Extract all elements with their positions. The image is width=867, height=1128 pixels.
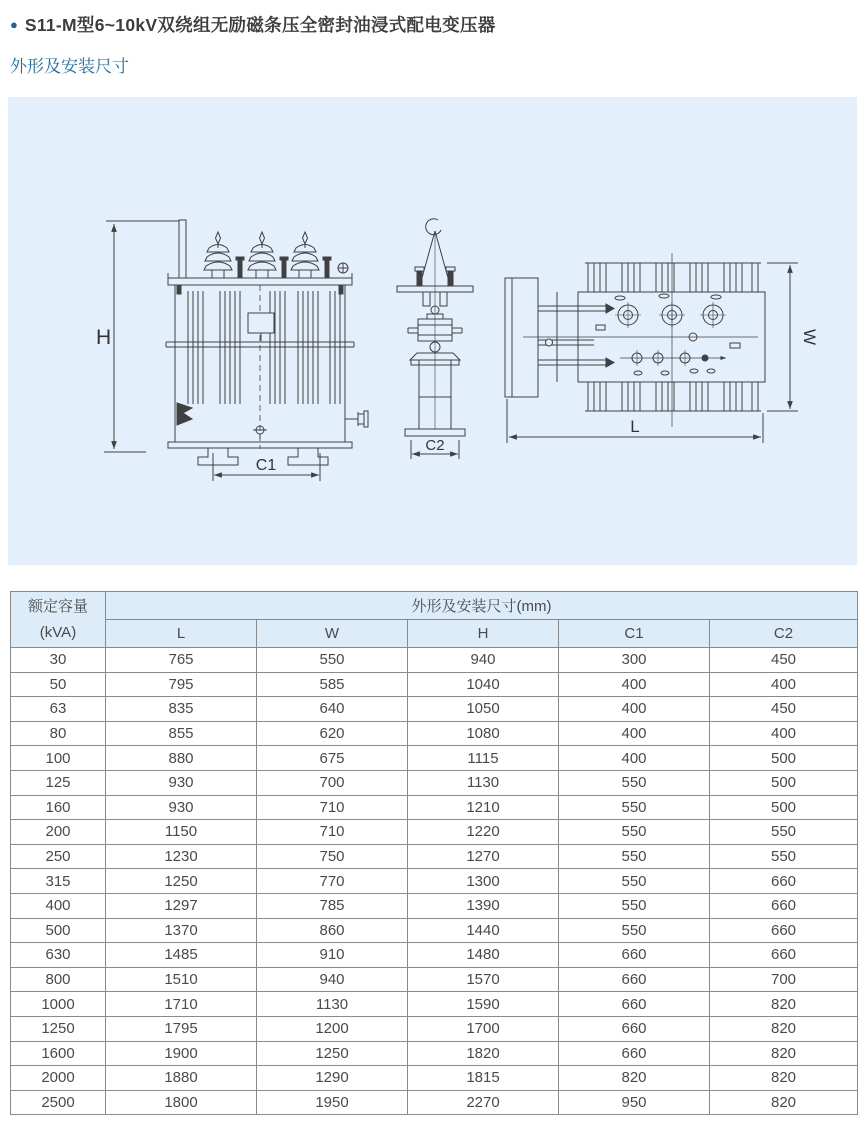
- table-cell: 1297: [106, 893, 257, 918]
- table-cell: 550: [559, 893, 710, 918]
- table-cell: 710: [257, 820, 408, 845]
- table-cell: 660: [559, 992, 710, 1017]
- column-header: C1: [559, 620, 710, 648]
- table-cell: 930: [106, 795, 257, 820]
- table-cell: 700: [710, 967, 858, 992]
- table-cell: 300: [559, 648, 710, 673]
- table-cell: 675: [257, 746, 408, 771]
- table-cell: 1220: [408, 820, 559, 845]
- table-cell: 550: [559, 795, 710, 820]
- table-cell: 50: [11, 672, 106, 697]
- table-cell: 710: [257, 795, 408, 820]
- table-cell: 1600: [11, 1041, 106, 1066]
- table-cell: 1590: [408, 992, 559, 1017]
- table-cell: 1250: [11, 1016, 106, 1041]
- dim-label-w: W: [800, 328, 819, 346]
- table-cell: 660: [710, 943, 858, 968]
- table-cell: 30: [11, 648, 106, 673]
- dim-label-c1: C1: [255, 457, 277, 474]
- table-cell: 500: [710, 795, 858, 820]
- table-row: [11, 746, 858, 771]
- table-cell: 2270: [408, 1090, 559, 1115]
- table-cell: 550: [710, 820, 858, 845]
- table-cell: 1480: [408, 943, 559, 968]
- table-row: [11, 967, 858, 992]
- front-view-drawing: [96, 220, 368, 481]
- table-cell: 1900: [106, 1041, 257, 1066]
- table-cell: 770: [257, 869, 408, 894]
- column-header: C2: [710, 620, 858, 648]
- table-cell: 1510: [106, 967, 257, 992]
- table-header-row-2: [11, 620, 858, 648]
- table-cell: 550: [710, 844, 858, 869]
- table-cell: 1250: [257, 1041, 408, 1066]
- table-cell: 765: [106, 648, 257, 673]
- column-header: L: [106, 620, 257, 648]
- table-cell: 1485: [106, 943, 257, 968]
- capacity-header-line2: (kVA): [39, 623, 77, 641]
- table-row: [11, 770, 858, 795]
- table-cell: 700: [257, 770, 408, 795]
- table-cell: 125: [11, 770, 106, 795]
- span-header: 外形及安装尺寸(mm): [106, 592, 858, 620]
- table-cell: 1800: [106, 1090, 257, 1115]
- table-cell: 1440: [408, 918, 559, 943]
- table-cell: 550: [559, 820, 710, 845]
- table-cell: 400: [710, 721, 858, 746]
- table-body: [11, 648, 858, 1115]
- table-cell: 1080: [408, 721, 559, 746]
- table-cell: 1290: [257, 1066, 408, 1091]
- table-cell: 1000: [11, 992, 106, 1017]
- page-title: S11-M型6~10kV双绕组无励磁条压全密封油浸式配电变压器: [24, 15, 496, 35]
- table-cell: 860: [257, 918, 408, 943]
- table-cell: 1230: [106, 844, 257, 869]
- table-row: [11, 1066, 858, 1091]
- table-row: [11, 943, 858, 968]
- table-cell: 1130: [408, 770, 559, 795]
- table-cell: 820: [710, 992, 858, 1017]
- table-row: [11, 820, 858, 845]
- dim-label-l: L: [630, 417, 640, 436]
- table-cell: 820: [710, 1066, 858, 1091]
- table-cell: 160: [11, 795, 106, 820]
- table-cell: 1795: [106, 1016, 257, 1041]
- bullet-icon: ●: [10, 17, 18, 32]
- capacity-header: [11, 592, 106, 648]
- table-cell: 1390: [408, 893, 559, 918]
- table-cell: 315: [11, 869, 106, 894]
- table-cell: 660: [559, 1041, 710, 1066]
- table-cell: 500: [710, 770, 858, 795]
- table-header-row-1: [11, 592, 858, 620]
- table-cell: 1250: [106, 869, 257, 894]
- table-cell: 1820: [408, 1041, 559, 1066]
- table-cell: 550: [257, 648, 408, 673]
- table-cell: 660: [559, 1016, 710, 1041]
- table-cell: 550: [559, 844, 710, 869]
- table-cell: 940: [257, 967, 408, 992]
- table-cell: 1115: [408, 746, 559, 771]
- table-cell: 660: [559, 967, 710, 992]
- column-header: H: [408, 620, 559, 648]
- table-cell: 1815: [408, 1066, 559, 1091]
- table-cell: 640: [257, 697, 408, 722]
- table-cell: 795: [106, 672, 257, 697]
- side-view-drawing: [397, 219, 473, 459]
- table-cell: 835: [106, 697, 257, 722]
- table-row: [11, 648, 858, 673]
- table-cell: 660: [710, 893, 858, 918]
- table-cell: 2500: [11, 1090, 106, 1115]
- table-row: [11, 1016, 858, 1041]
- table-cell: 80: [11, 721, 106, 746]
- table-row: [11, 918, 858, 943]
- table-cell: 500: [710, 746, 858, 771]
- section-subtitle: 外形及安装尺寸: [10, 57, 129, 76]
- table-cell: 1370: [106, 918, 257, 943]
- page-title-row: [10, 12, 496, 37]
- table-cell: 400: [559, 672, 710, 697]
- table-cell: 1130: [257, 992, 408, 1017]
- table-cell: 940: [408, 648, 559, 673]
- table-cell: 800: [11, 967, 106, 992]
- outline-drawing: [8, 97, 857, 565]
- table-row: [11, 697, 858, 722]
- table-cell: 1570: [408, 967, 559, 992]
- table-cell: 1700: [408, 1016, 559, 1041]
- table-cell: 2000: [11, 1066, 106, 1091]
- table-cell: 585: [257, 672, 408, 697]
- table-cell: 1880: [106, 1066, 257, 1091]
- table-cell: 620: [257, 721, 408, 746]
- table-cell: 250: [11, 844, 106, 869]
- table-cell: 450: [710, 648, 858, 673]
- table-row: [11, 721, 858, 746]
- table-cell: 630: [11, 943, 106, 968]
- table-cell: 880: [106, 746, 257, 771]
- table-cell: 400: [559, 697, 710, 722]
- table-cell: 930: [106, 770, 257, 795]
- table-cell: 820: [559, 1066, 710, 1091]
- table-cell: 400: [559, 721, 710, 746]
- table-row: [11, 844, 858, 869]
- table-cell: 1950: [257, 1090, 408, 1115]
- table-cell: 1040: [408, 672, 559, 697]
- table-cell: 820: [710, 1041, 858, 1066]
- dimensions-table: [10, 591, 858, 1115]
- table-cell: 660: [710, 918, 858, 943]
- table-row: [11, 795, 858, 820]
- table-cell: 950: [559, 1090, 710, 1115]
- table-cell: 400: [11, 893, 106, 918]
- table-cell: 1710: [106, 992, 257, 1017]
- table-cell: 1150: [106, 820, 257, 845]
- table-cell: 550: [559, 869, 710, 894]
- table-cell: 200: [11, 820, 106, 845]
- dim-label-c2: C2: [425, 437, 445, 454]
- table-cell: 1200: [257, 1016, 408, 1041]
- table-cell: 550: [559, 918, 710, 943]
- table-cell: 1210: [408, 795, 559, 820]
- table-cell: 450: [710, 697, 858, 722]
- table-cell: 1270: [408, 844, 559, 869]
- table-cell: 63: [11, 697, 106, 722]
- table-cell: 820: [710, 1016, 858, 1041]
- table-cell: 660: [710, 869, 858, 894]
- table-row: [11, 992, 858, 1017]
- table-cell: 400: [710, 672, 858, 697]
- table-row: [11, 1090, 858, 1115]
- table-cell: 785: [257, 893, 408, 918]
- table-cell: 750: [257, 844, 408, 869]
- table-cell: 100: [11, 746, 106, 771]
- table-cell: 820: [710, 1090, 858, 1115]
- dim-label-h: H: [96, 326, 112, 349]
- table-cell: 400: [559, 746, 710, 771]
- table-cell: 1050: [408, 697, 559, 722]
- table-row: [11, 869, 858, 894]
- dimension-diagram-panel: [8, 97, 857, 565]
- table-cell: 660: [559, 943, 710, 968]
- table-cell: 500: [11, 918, 106, 943]
- table-row: [11, 672, 858, 697]
- top-view-drawing: [505, 253, 819, 443]
- column-header: W: [257, 620, 408, 648]
- table-cell: 1300: [408, 869, 559, 894]
- table-row: [11, 893, 858, 918]
- table-cell: 910: [257, 943, 408, 968]
- capacity-header-line1: 额定容量: [27, 598, 88, 615]
- table-cell: 550: [559, 770, 710, 795]
- table-cell: 855: [106, 721, 257, 746]
- table-row: [11, 1041, 858, 1066]
